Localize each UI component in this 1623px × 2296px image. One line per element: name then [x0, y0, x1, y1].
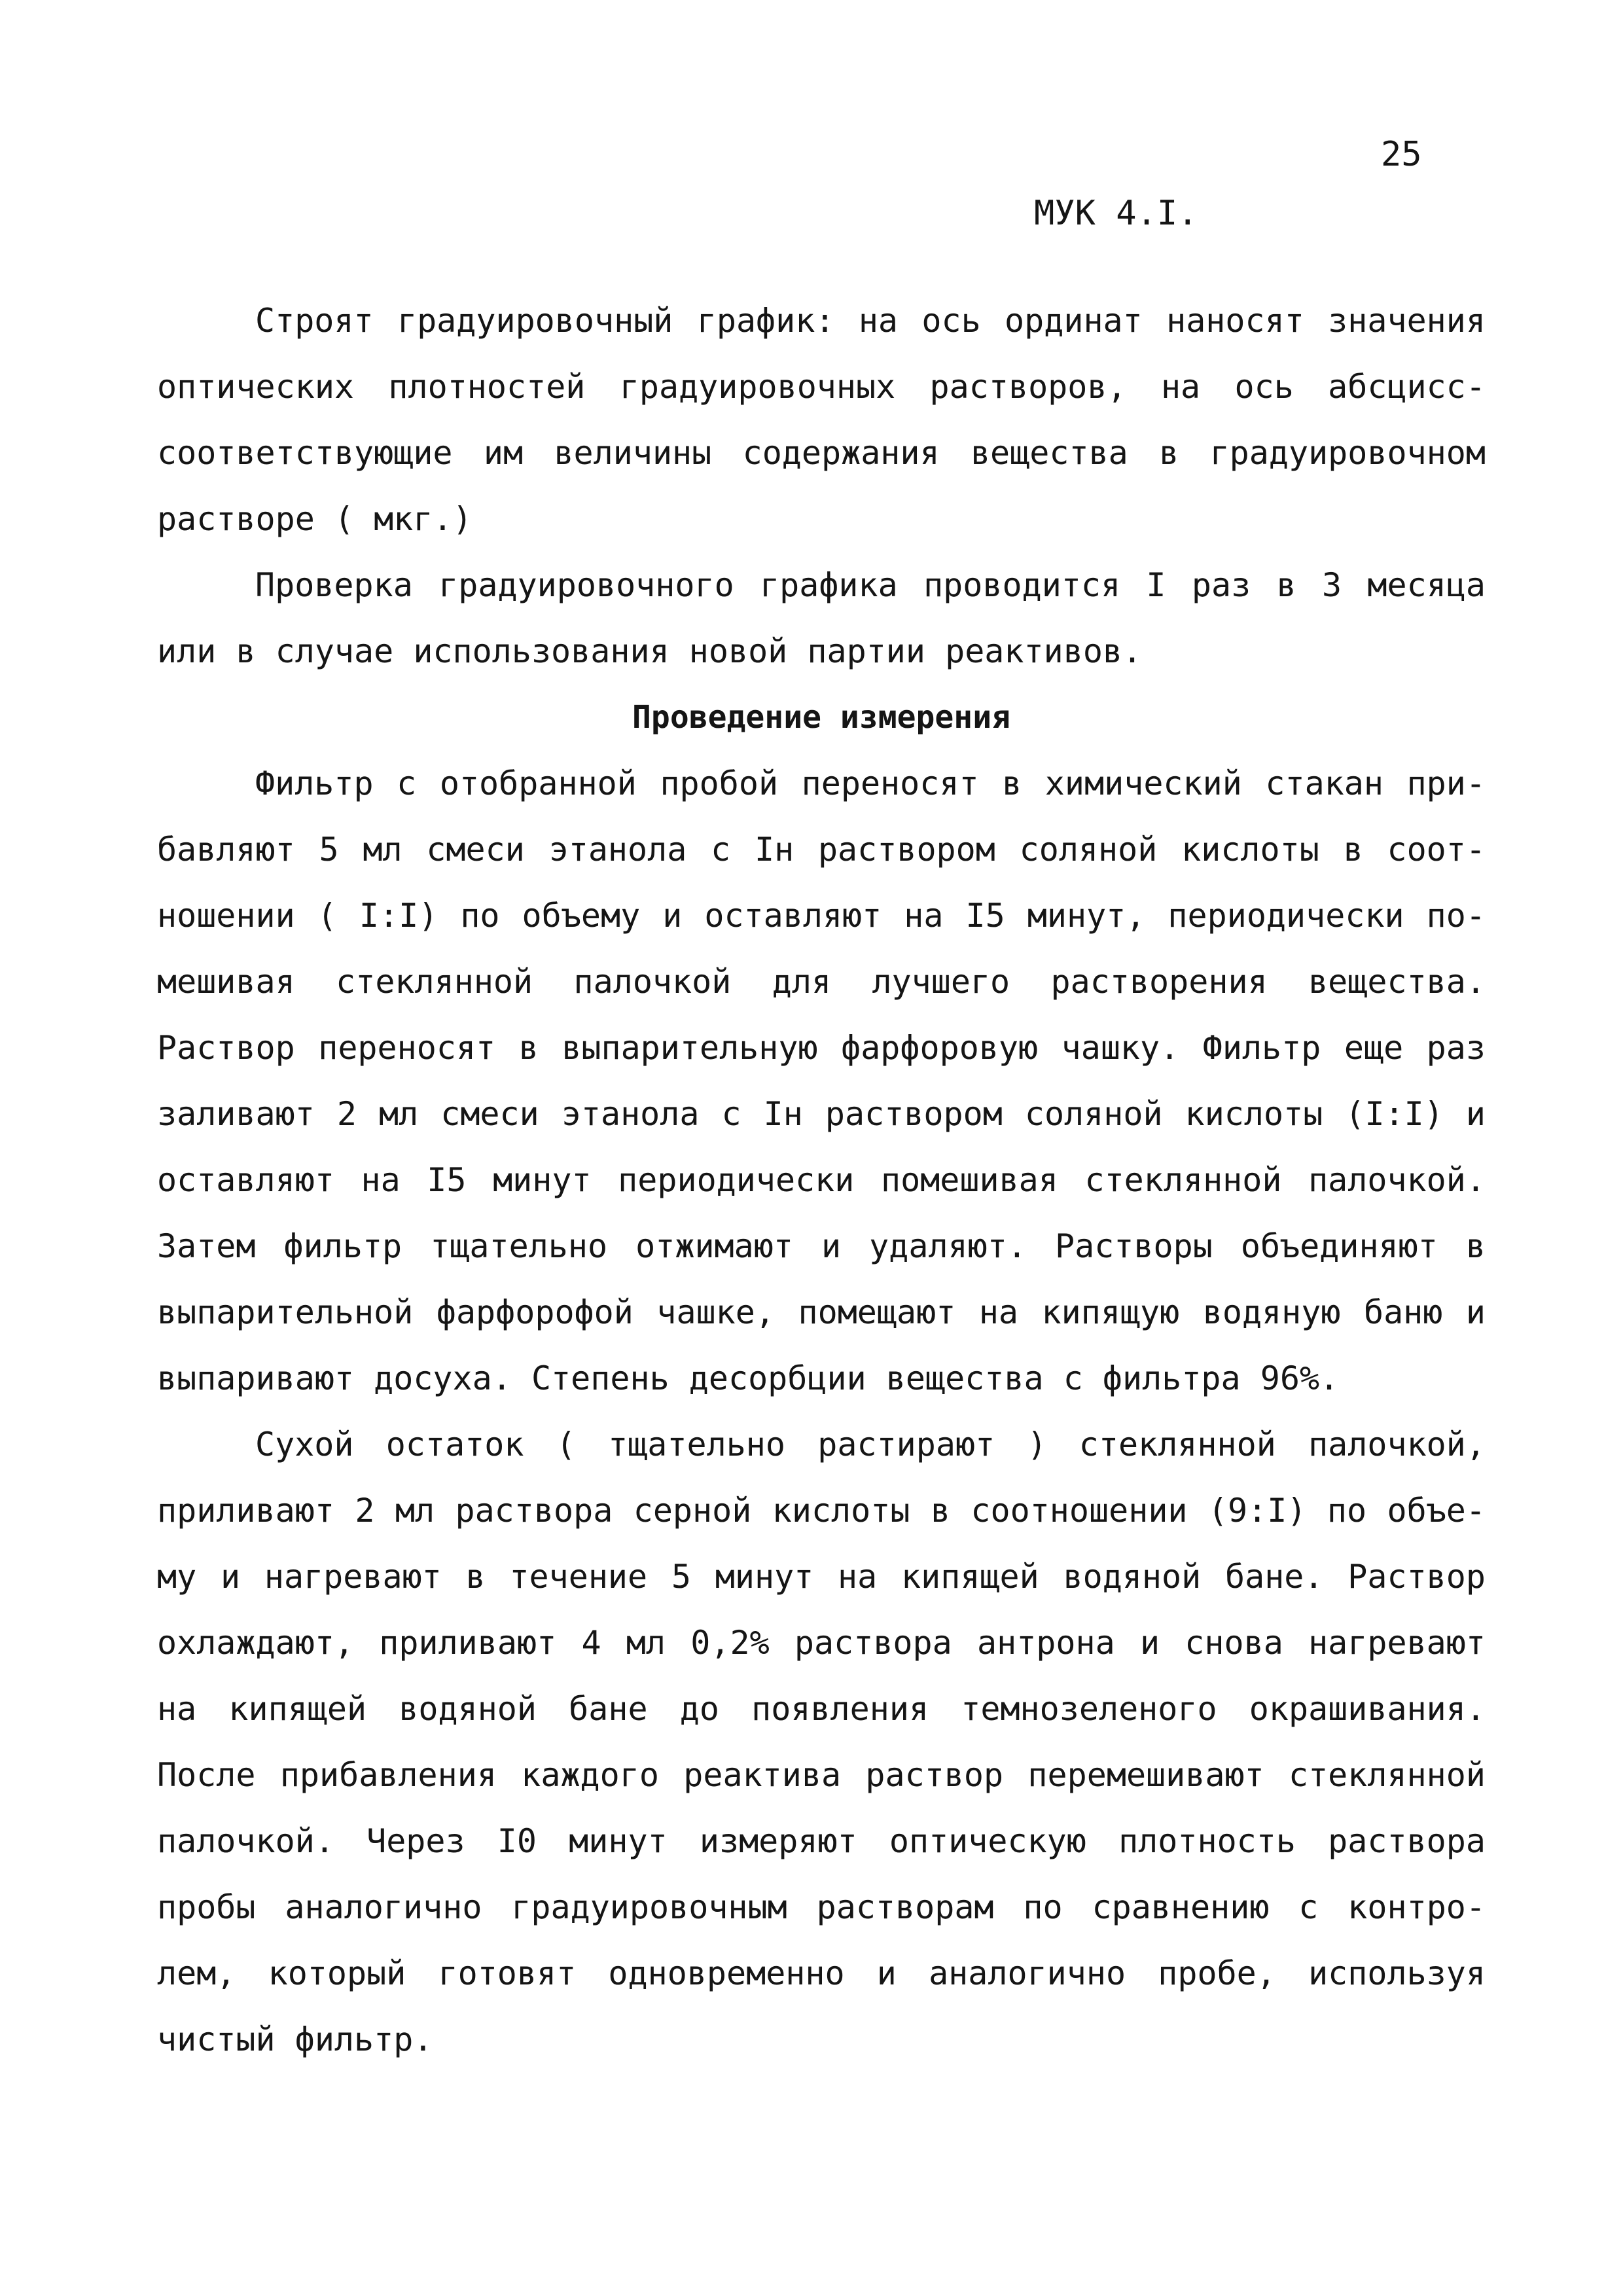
paragraph-measurement: Сухой остаток ( тщательно растирают ) стеклянной палочкой, приливают 2 мл раствора серной кислоты в соотношении (9:I) по объе- му и нагревают в течение 5 минут на кипящей водяной бане. Раствор охлаждают, приливают 4 мл 0,2% раствора антрона и снова нагревают на кипящей водяной бане до появления темнозеленого окрашивания. После прибавления каждого реактива раствор перемешивают стеклянной палочкой. Через I0 минут измеряют оптическую плотность раствора пробы аналогично градуировочным растворам по сравнению с контро- лем, который готовят одновременно и аналогично пробе, используя чистый фильтр. [157, 1426, 1486, 2058]
paragraph-sample-preparation: Фильтр с отобранной пробой переносят в химический стакан при- бавляют 5 мл смеси этанола с Iн раствором соляной кислоты в соот- ношении ( I:I) по объему и оставляют на I5 минут, периодически по- мешивая стеклянной палочкой для лучшего растворения вещества. Раствор переносят в выпарительную фарфоровую чашку. Фильтр еще раз заливают 2 мл смеси этанола с Iн раствором соляной кислоты (I:I) и оставляют на I5 минут периодически помешивая стеклянной палочкой. Затем фильтр тщательно отжимают и удаляют. Растворы объединяют в выпарительной фарфорофой чашке, помещают на кипящую водяную баню и выпаривают досуха. Степень десорбции вещества с фильтра 96%. [157, 764, 1486, 1397]
paragraph-calibration-graph: Строят градуировочный график: на ось ординат наносят значения оптических плотностей градуировочных растворов, на ось абсцисс- соответствующие им величины содержания вещества в градуировочном растворе ( мкг.) [157, 302, 1486, 538]
page-number: 25 [1381, 135, 1422, 174]
document-code: МУК 4.I. [1034, 194, 1198, 233]
body-text [157, 288, 1486, 2073]
section-heading: Проведение измерения [632, 699, 1010, 736]
paragraph-graph-verification: Проверка градуировочного графика проводится I раз в 3 месяца или в случае использования новой партии реактивов. [157, 566, 1486, 670]
